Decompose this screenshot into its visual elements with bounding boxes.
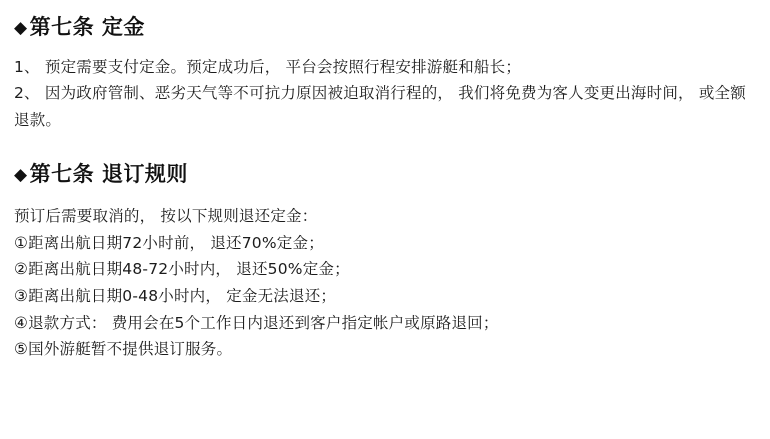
list-item: ③距离出航日期0-48小时内， 定金无法退还；	[14, 286, 337, 305]
deposit-paragraph-2: 2、 因为政府管制、恶劣天气等不可抗力原因被迫取消行程的， 我们将免费为客人变更出海时间， 或全额退款。	[14, 84, 746, 129]
list-item: ②距离出航日期48-72小时内， 退还50%定金；	[14, 260, 350, 279]
section-cancellation	[14, 159, 756, 362]
cancellation-lead-text: 预订后需要取消的， 按以下规则退还定金：	[14, 206, 318, 225]
section-cancellation-heading-text: 第七条 退订规则	[29, 162, 188, 187]
section-deposit-heading	[14, 12, 756, 44]
cancellation-rules-list	[14, 230, 756, 363]
section-cancellation-body	[14, 203, 756, 363]
diamond-bullet-icon: ◆	[14, 18, 28, 38]
list-item: ⑤国外游艇暂不提供退订服务。	[14, 340, 233, 359]
diamond-bullet-icon: ◆	[14, 165, 28, 186]
list-item: ④退款方式： 费用会在5个工作日内退还到客户指定帐户或原路退回；	[14, 313, 499, 332]
section-deposit	[14, 8, 756, 133]
section-deposit-body	[14, 54, 756, 134]
section-cancellation-heading	[14, 159, 756, 191]
deposit-paragraph-1: 1、 预定需要支付定金。预定成功后， 平台会按照行程安排游艇和船长；	[14, 57, 522, 76]
list-item: ①距离出航日期72小时前， 退还70%定金；	[14, 233, 324, 252]
section-deposit-heading-text: 第七条 定金	[29, 15, 145, 39]
